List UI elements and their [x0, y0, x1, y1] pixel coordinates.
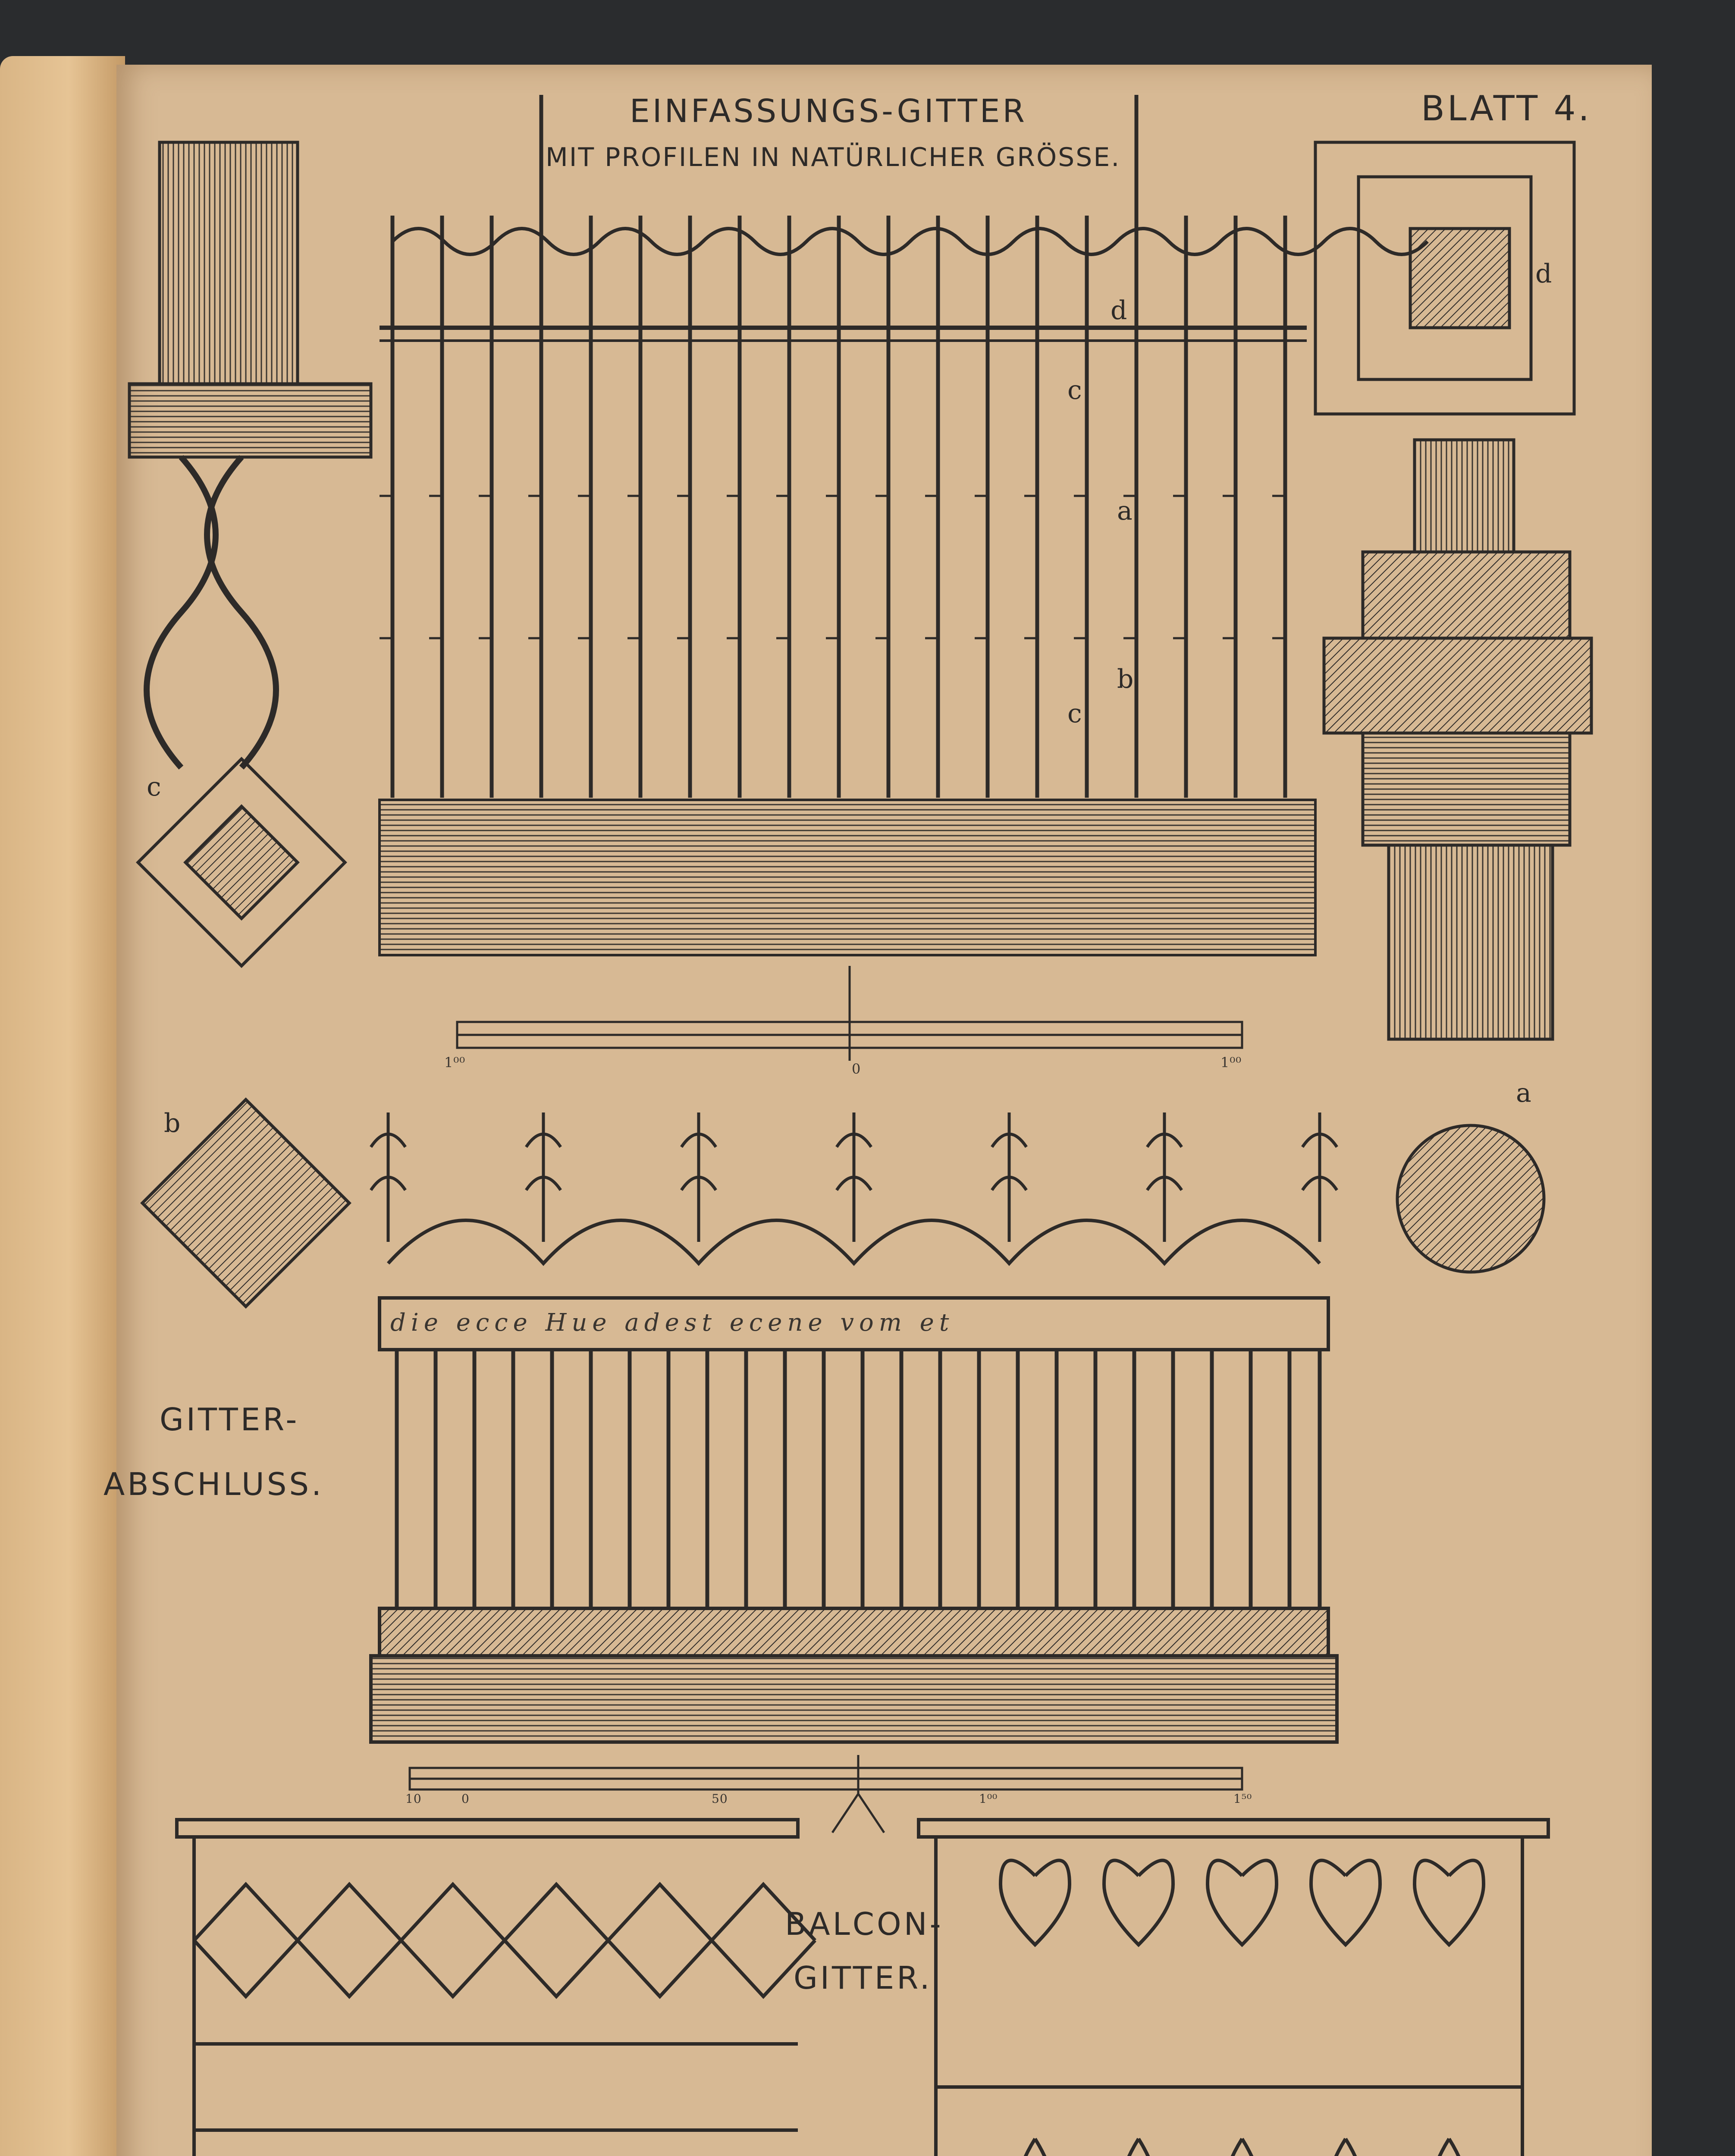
right-balcony-drops — [1013, 2139, 1471, 2156]
bottom-scale-150: 1⁵⁰ — [1233, 1792, 1252, 1806]
right-post-section — [1324, 440, 1591, 1039]
profile-label-b: b — [164, 1108, 181, 1138]
top-fence-stone-base — [380, 800, 1315, 955]
section-label-gitter-line1: GITTER- — [160, 1401, 300, 1438]
plate-number: BLATT 4. — [1421, 88, 1592, 128]
profile-c-diamond — [138, 759, 345, 966]
fence-marker-d: d — [1111, 295, 1127, 326]
plate-title: EINFASSUNGS-GITTER — [630, 93, 1027, 130]
fence-marker-c: c — [1067, 375, 1082, 405]
top-scale-left: 1⁰⁰ — [444, 1054, 466, 1071]
balcon-gitter-right — [919, 1820, 1548, 2156]
top-scale-bar — [457, 966, 1242, 1061]
ornamental-band — [380, 1608, 1328, 1656]
bottom-scale-0: 0 — [461, 1792, 470, 1806]
fence-marker-c2: c — [1067, 699, 1082, 729]
middle-bars — [397, 1350, 1320, 1608]
fence-marker-a: a — [1117, 496, 1133, 526]
left-twisted-bar-profile — [129, 142, 371, 768]
top-fence-drawing — [380, 95, 1428, 955]
inscription-text: die ecce Hue adest ecene vom et — [390, 1309, 954, 1337]
bottom-scale-50: 50 — [712, 1792, 728, 1806]
left-balcony-diamonds — [194, 1884, 815, 2156]
balcon-gitter-left — [177, 1820, 815, 2156]
fence-marker-b: b — [1117, 664, 1134, 694]
right-balcony-hearts — [1001, 1860, 1484, 1945]
bottom-scale-100: 1⁰⁰ — [979, 1792, 998, 1806]
profile-label-d: d — [1535, 259, 1552, 289]
section-label-gitter-line2: ABSCHLUSS. — [104, 1466, 324, 1502]
section-label-balcon-line2: GITTER. — [794, 1960, 932, 1996]
profile-a-circle — [1397, 1125, 1544, 1272]
middle-gitter-abschluss-drawing — [371, 1112, 1337, 1742]
top-fence-scrolls — [392, 229, 1428, 254]
profile-label-c: c — [147, 772, 161, 802]
fleur-de-lis-finials — [371, 1112, 1337, 1242]
bottom-scale-10: 10 — [405, 1792, 422, 1806]
middle-stone-base — [371, 1656, 1337, 1742]
top-scale-right: 1⁰⁰ — [1220, 1054, 1242, 1071]
plate-subtitle: MIT PROFILEN IN NATÜRLICHER GRÖSSE. — [546, 142, 1121, 172]
section-label-balcon-line1: BALCON- — [785, 1906, 944, 1942]
top-scale-middle: 0 — [852, 1061, 861, 1077]
profile-label-a: a — [1516, 1078, 1531, 1108]
